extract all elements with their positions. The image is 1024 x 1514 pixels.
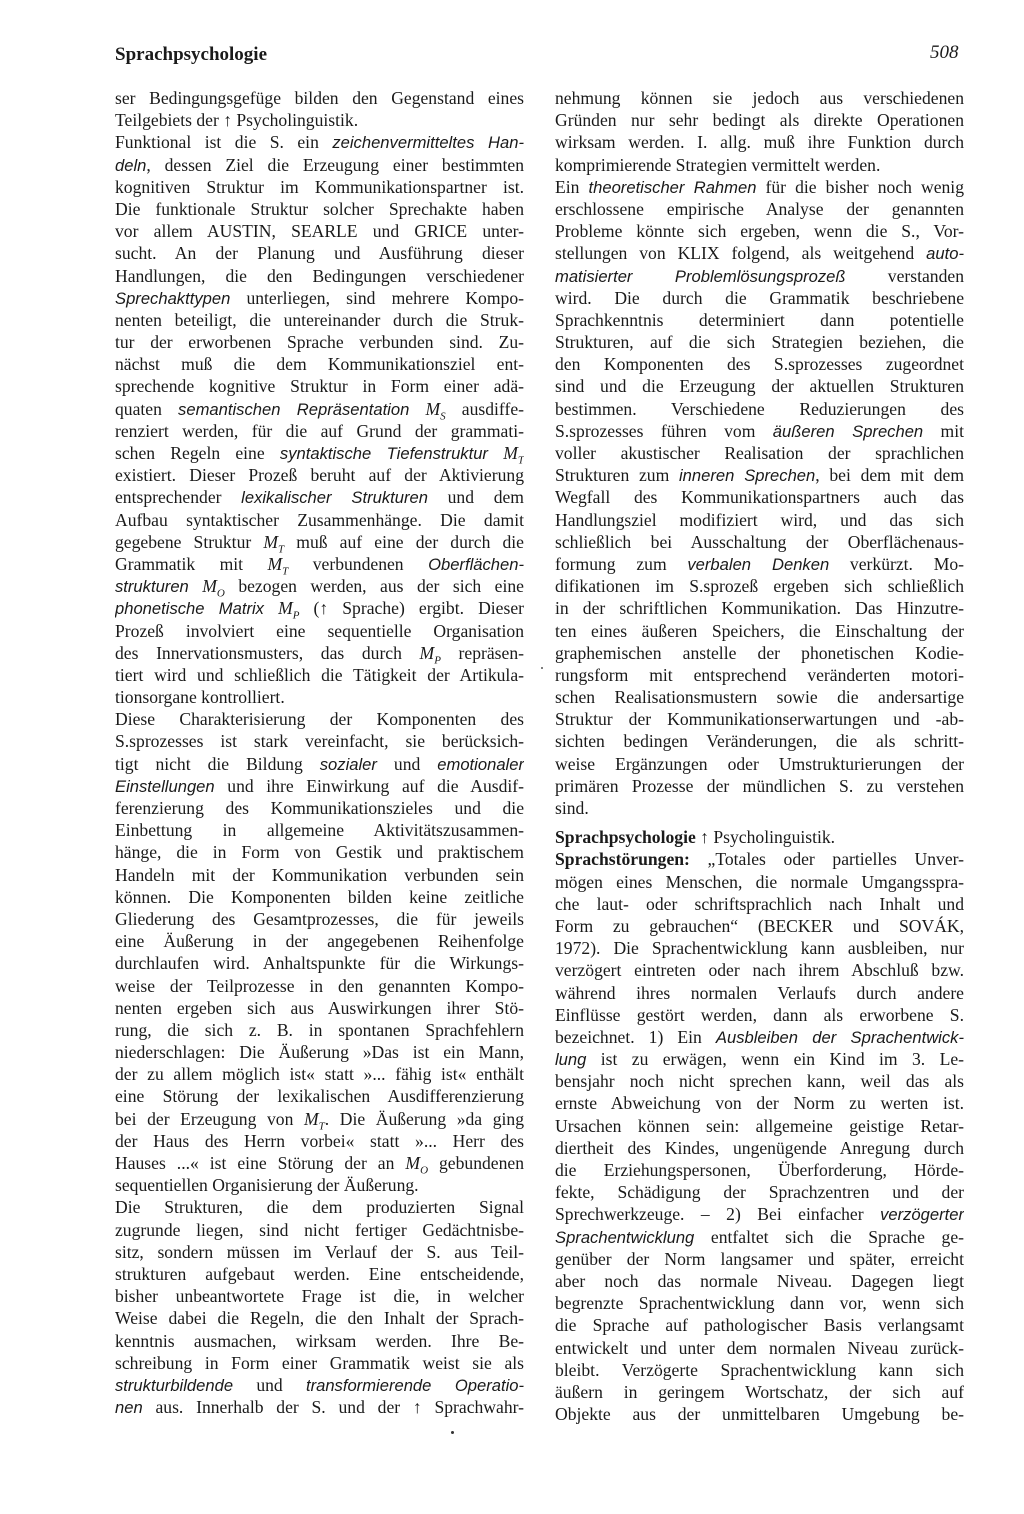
text-line: strukturbildende und transformierende Operatio- bbox=[115, 1374, 524, 1395]
text-line: graphemischen anstelle der phonetischen Kodie- bbox=[555, 642, 964, 663]
text-line: sprechende kognitive Struktur in Form einer adä- bbox=[115, 376, 524, 397]
text-line: den Komponenten des S.sprozesses zugeordnet bbox=[555, 354, 964, 375]
right-column bbox=[555, 87, 964, 1425]
text-line: Handeln mit der Kommunikation verbunden sein bbox=[115, 864, 524, 885]
text-line: erschlossene empirische Analyse der genannten bbox=[555, 198, 964, 219]
text-line: sind. bbox=[555, 798, 589, 818]
text-line: Strukturen zum inneren Sprechen, bei dem mit dem bbox=[555, 465, 964, 486]
text-line: des Innervationsmusters, das durch $M_P$ repräsen- bbox=[115, 642, 524, 664]
text-line: diertheit des Kindes, ungenügende Anregung durch bbox=[555, 1137, 964, 1158]
text-line: aber noch das normale Niveau. Dagegen liegt bbox=[555, 1270, 964, 1291]
text-line: difikationen im S.sprozeß ergeben sich schließlich bbox=[555, 576, 964, 597]
entry-spacer bbox=[555, 819, 964, 826]
text-line: können. Die Komponenten bilden keine zeitliche bbox=[115, 886, 524, 907]
text-line: rungsform mit entsprechend veränderten motori- bbox=[555, 664, 964, 685]
print-speck bbox=[541, 667, 543, 669]
entry-cross-reference: Sprachpsychologie ↑ Psycholinguistik. bbox=[555, 827, 836, 848]
text-line: ser Bedingungsgefüge bilden den Gegenstand eines bbox=[115, 88, 524, 108]
text-line: che laut- oder schriftsprachlich nach Inhalt und bbox=[555, 893, 964, 914]
text-line: rung, die sich z. B. in spontanen Sprachfehlern bbox=[115, 1019, 524, 1040]
text-line: Funktional ist die S. ein zeichenvermitteltes Han- bbox=[115, 132, 524, 153]
text-line: Teilgebiets der ↑ Psycholinguistik. bbox=[115, 110, 359, 131]
text-line: sind und die Erzeugung der aktuellen Strukturen bbox=[555, 376, 964, 397]
text-line: Struktur der Kommunikationserwartungen und -ab- bbox=[555, 709, 964, 730]
text-line: bisher unbeantwortete Frage ist die, in welcher bbox=[115, 1286, 524, 1307]
text-line: die Erziehungspersonen, Überforderung, Hörde- bbox=[555, 1160, 964, 1180]
text-line: verzögert eintreten oder nach ihrem Abschluß bzw. bbox=[555, 960, 964, 981]
text-line: Hauses ...« ist eine Störung der an $M_O$ gebundenen bbox=[115, 1153, 524, 1175]
text-line: entsprechender lexikalischer Strukturen und dem bbox=[115, 487, 524, 508]
text-line: Sprachentwicklung entfaltet sich die Sprache ge- bbox=[555, 1226, 964, 1247]
left-column bbox=[115, 87, 524, 1418]
text-line: Aufbau syntaktischer Zusammenhänge. Die damit bbox=[115, 509, 524, 530]
text-line: tigt nicht die Bildung sozialer und emotionaler bbox=[115, 753, 524, 774]
text-line: Ein theoretischer Rahmen für die bisher noch wenig bbox=[555, 176, 964, 197]
text-line: die Sprache auf pathologischer Basis verlangsamt bbox=[555, 1315, 964, 1336]
text-line: fekte, Schädigung der Sprachzentren und der bbox=[555, 1182, 964, 1203]
text-line: der Haus des Herrn vorbei« statt »... Herr des bbox=[115, 1130, 524, 1151]
text-line: stellungen von KLIX folgend, als weitgehend auto- bbox=[555, 243, 964, 264]
text-line: schen Regeln eine syntaktische Tiefenstruktur $M_T$ bbox=[115, 443, 524, 465]
text-line: 1972). Die Sprachentwicklung kann ausbleiben, nur bbox=[555, 938, 964, 959]
text-line: schreibung in Form einer Grammatik weist sie als bbox=[115, 1352, 524, 1373]
text-line: kenntnis ausmachen, wirksam werden. Ihre Be- bbox=[115, 1330, 524, 1351]
text-line: Sprechwerkzeuge. – 2) Bei einfacher verzögerter bbox=[555, 1204, 964, 1225]
text-line: komprimierende Strategien vermittelt werden. bbox=[555, 154, 881, 175]
text-line: formung zum verbalen Denken verkürzt. Mo- bbox=[555, 553, 964, 574]
text-line: Gründen nur sehr bedingt als direkte Operationen bbox=[555, 110, 964, 131]
text-line: wirksam werden. I. allg. muß ihre Funktion durch bbox=[555, 132, 964, 153]
text-line: kognitiven Struktur im Kommunikationspartner ist. bbox=[115, 176, 524, 197]
text-line: tionsorgane kontrolliert. bbox=[115, 687, 285, 708]
text-line: wird. Die durch die Grammatik beschriebene bbox=[555, 287, 964, 308]
text-line: Einflüsse gestört werden, dann als erworbene S. bbox=[555, 1004, 964, 1025]
text-line: Die Strukturen, die dem produzierten Signal bbox=[115, 1197, 524, 1218]
text-line: voller akustischer Realisation der sprachlichen bbox=[555, 443, 964, 463]
text-line: Diese Charakterisierung der Komponenten des bbox=[115, 709, 524, 730]
text-line: entwickelt und unter dem normalen Niveau zurück- bbox=[555, 1337, 964, 1358]
text-line: schließlich bei Ausschaltung der Oberflächenaus- bbox=[555, 531, 964, 552]
text-line: der zu allem möglich ist« statt »... fähig ist« enthält bbox=[115, 1064, 524, 1085]
text-line: sitz, sondern müssen im Verlauf der S. aus Teil- bbox=[115, 1241, 524, 1262]
text-line: Probleme könnte sich ergeben, wenn die S., Vor- bbox=[555, 221, 964, 242]
text-line: Wegfall des Kommunikationspartners auch das bbox=[555, 487, 964, 508]
text-line: nen aus. Innerhalb der S. und der ↑ Sprachwahr- bbox=[115, 1397, 524, 1418]
print-speck bbox=[451, 1431, 454, 1434]
text-line: tiert wird und schließlich die Tätigkeit der Artikula- bbox=[115, 664, 524, 685]
text-line: ernste Abweichung von der Norm zu werten ist. bbox=[555, 1093, 964, 1114]
text-line: sucht. An der Planung und Ausführung dieser bbox=[115, 243, 524, 264]
text-line: eine Störung der lexikalischen Ausdifferenzierung bbox=[115, 1086, 524, 1107]
text-line: S.sprozesses ist stark vereinfacht, sie berücksich- bbox=[115, 731, 524, 752]
text-line: Weise dabei die Regeln, die den Inhalt der Sprach- bbox=[115, 1308, 524, 1329]
running-head: Sprachpsychologie bbox=[115, 44, 268, 65]
text-line: weise Ergänzungen oder Umstrukturierungen der bbox=[555, 753, 964, 774]
text-line: quaten semantischen Repräsentation $M_S$ ausdiffe- bbox=[115, 398, 524, 420]
text-line: durchlaufen wird. Anhaltspunkte für die Wirkungs- bbox=[115, 953, 524, 974]
text-line: bleibt. Verzögerte Sprachentwicklung kann sich bbox=[555, 1359, 964, 1380]
text-line: existiert. Dieser Prozeß beruht auf der Aktivierung bbox=[115, 465, 524, 486]
text-line: Gliederung des Gesamtprozesses, die für jeweils bbox=[115, 908, 524, 929]
text-line: Sprechakttypen unterliegen, sind mehrere Kompo- bbox=[115, 287, 524, 308]
text-line: strukturen $M_O$ bezogen werden, aus der sich eine bbox=[115, 576, 524, 598]
text-line: während ihres normalen Verlaufs durch andere bbox=[555, 982, 964, 1003]
text-line: ten eines äußeren Speichers, die Einschaltung der bbox=[555, 620, 964, 641]
text-line: nächst muß die dem Kommunikationsziel ent- bbox=[115, 354, 524, 375]
text-line: deln, dessen Ziel die Erzeugung einer bestimmten bbox=[115, 154, 524, 175]
text-line: ferenzierung des Kommunikationszieles und die bbox=[115, 798, 524, 818]
text-line: mögen eines Menschen, die normale Umgangsspra- bbox=[555, 871, 964, 892]
text-line: hänge, die in Form von Gestik und praktischem bbox=[115, 842, 524, 863]
text-line: lung ist zu erwägen, wenn ein Kind im 3. Le- bbox=[555, 1049, 964, 1070]
text-line: eine Äußerung in der angegebenen Reihenfolge bbox=[115, 931, 524, 952]
text-line: renziert werden, für die auf Grund der grammati- bbox=[115, 420, 524, 441]
text-line: primären Prozesse der mündlichen S. zu verstehen bbox=[555, 775, 964, 796]
text-line: nehmung können sie jedoch aus verschiedenen bbox=[555, 88, 964, 108]
text-line: begrenzte Sprachentwicklung dann vor, wenn sich bbox=[555, 1293, 964, 1314]
text-line: gegebene Struktur $M_T$ muß auf eine der durch die bbox=[115, 531, 524, 553]
text-line: Sprachkenntnis determiniert dann potentielle bbox=[555, 309, 964, 330]
text-line: bestimmen. Verschiedene Reduzierungen des bbox=[555, 398, 964, 419]
text-line: bensjahr noch nicht sprechen kann, weil das als bbox=[555, 1071, 964, 1092]
text-line: Einstellungen und ihre Einwirkung auf die Ausdif- bbox=[115, 775, 524, 796]
text-line: zugrunde liegen, sind nicht fertiger Gedächtnisbe- bbox=[115, 1219, 524, 1240]
text-line: Ursachen können sein: allgemeine geistige Retar- bbox=[555, 1115, 964, 1136]
text-line: Handlungen, die den Bedingungen verschiedener bbox=[115, 265, 524, 286]
text-line: nenten beteiligt, die untereinander durch die Struk- bbox=[115, 309, 524, 330]
text-line: Strukturen, auf die sich Strategien beziehen, die bbox=[555, 332, 964, 353]
text-line: tur der erworbenen Sprache verbunden sind. Zu- bbox=[115, 332, 524, 353]
text-line: bei der Erzeugung von $M_T$. Die Äußerung »da ging bbox=[115, 1108, 524, 1130]
text-line: genüber der Norm langsamer und später, erreicht bbox=[555, 1248, 964, 1269]
text-line: Sprachstörungen: „Totales oder partielles Unver- bbox=[555, 849, 964, 870]
text-line: niederschlagen: Die Äußerung »Das ist ein Mann, bbox=[115, 1042, 524, 1063]
text-line: Objekte aus der unmittelbaren Umgebung be- bbox=[555, 1404, 964, 1425]
text-line: nenten ergeben sich aus Auswirkungen ihrer Stö- bbox=[115, 997, 524, 1018]
text-line: Prozeß involviert eine sequentielle Organisation bbox=[115, 620, 524, 641]
text-line: äußern in geringem Wortschatz, der sich auf bbox=[555, 1381, 964, 1402]
text-line: strukturen aufgebaut werden. Eine entscheidende, bbox=[115, 1263, 524, 1284]
text-line: Handlungsziel modifiziert wird, und das sich bbox=[555, 509, 964, 530]
text-line: matisierter Problemlösungsprozeß verstanden bbox=[555, 265, 964, 286]
text-line: in der schriftlichen Kommunikation. Das Hinzutre- bbox=[555, 598, 964, 619]
text-line: Einbettung in allgemeine Aktivitätszusammen- bbox=[115, 820, 524, 841]
page-number: 508 bbox=[930, 42, 959, 63]
text-line: S.sprozesses führen vom äußeren Sprechen mit bbox=[555, 420, 964, 441]
text-line: Die funktionale Struktur solcher Sprechakte haben bbox=[115, 198, 524, 219]
text-line: weise der Teilprozesse in den genannten Kompo- bbox=[115, 975, 524, 996]
text-line: sequentiellen Organisierung der Äußerung. bbox=[115, 1175, 419, 1196]
text-line: schen Realisationsmustern sowie die andersartige bbox=[555, 687, 964, 708]
text-line: Form zu gebrauchen“ (BECKER und SOVÁK, bbox=[555, 915, 964, 936]
text-line: bezeichnet. 1) Ein Ausbleiben der Sprachentwick- bbox=[555, 1026, 964, 1047]
text-line: phonetische Matrix $M_P$ (↑ Sprache) ergibt. Dieser bbox=[115, 598, 524, 620]
text-line: vor allem AUSTIN, SEARLE und GRICE unter- bbox=[115, 221, 524, 242]
text-line: sichten bedingen Veränderungen, die als schritt- bbox=[555, 731, 964, 752]
text-line: Grammatik mit $M_T$ verbundenen Oberflächen- bbox=[115, 553, 524, 576]
